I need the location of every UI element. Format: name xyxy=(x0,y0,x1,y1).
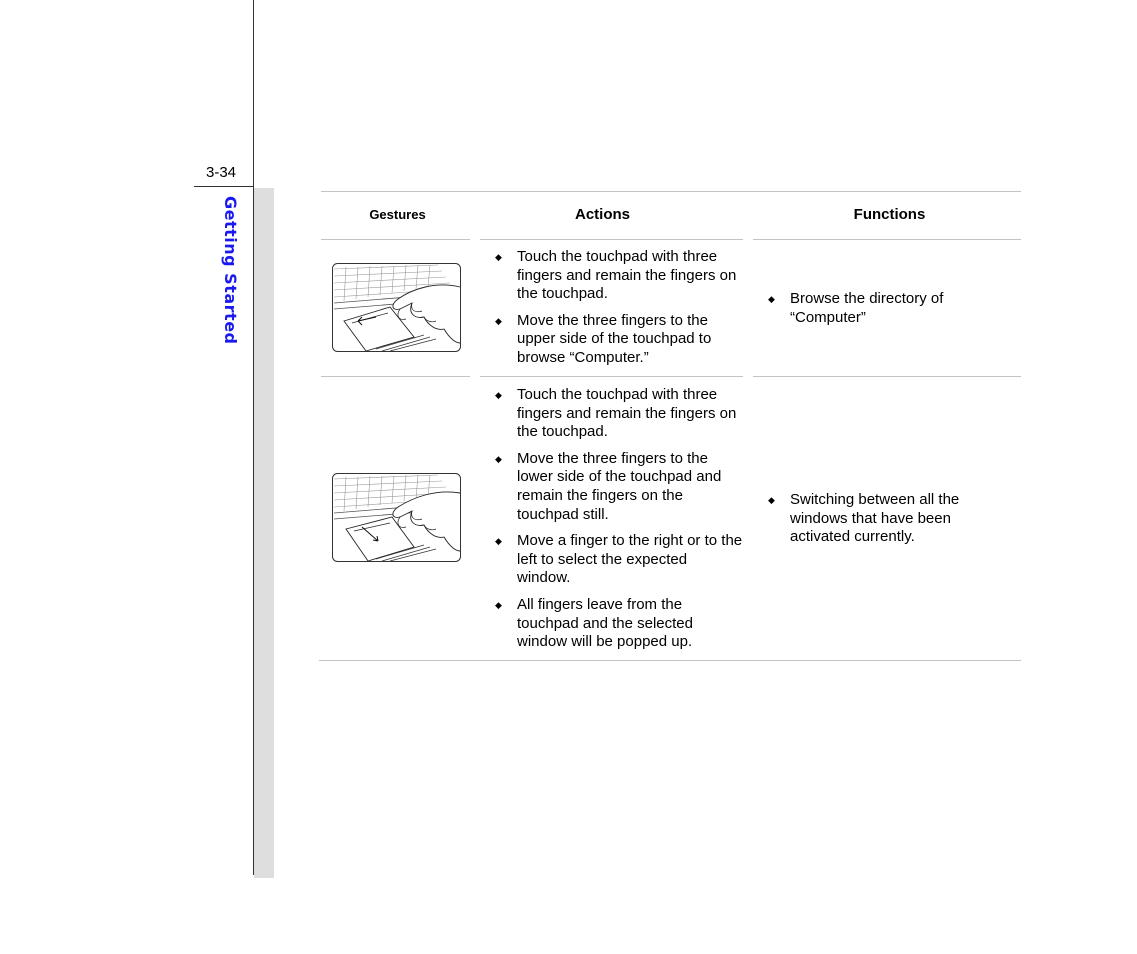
header-rule-functions xyxy=(753,239,1021,240)
bullet-diamond-icon: ◆ xyxy=(495,315,502,326)
list-item: ◆ Move a finger to the right or to the left to select the expected window. xyxy=(495,532,743,587)
list-item: ◆ Switching between all the windows that have been activated currently. xyxy=(768,491,960,546)
header-rule-actions xyxy=(480,239,743,240)
header-gestures: Gestures xyxy=(369,207,426,222)
row1-actions-list xyxy=(493,248,743,376)
bullet-diamond-icon: ◆ xyxy=(495,536,502,547)
list-item: ◆ Browse the directory of “Computer” xyxy=(768,290,944,326)
page-number-rule xyxy=(194,186,254,187)
list-item: ◆ Move the three fingers to the upper side of the touchpad to browse “Computer.” xyxy=(495,311,712,366)
header-rule-gestures xyxy=(321,239,470,240)
list-item: ◆ Touch the touchpad with three fingers and remain the fingers on the touchpad. xyxy=(495,248,737,303)
margin-band xyxy=(254,188,274,878)
row1-functions-list xyxy=(766,290,1016,335)
row-rule-actions xyxy=(480,376,743,377)
touchpad-three-finger-swipe-down-icon xyxy=(332,473,461,562)
bullet-diamond-icon: ◆ xyxy=(768,294,775,304)
bullet-diamond-icon: ◆ xyxy=(495,252,502,262)
row-rule-gestures xyxy=(321,376,470,377)
bullet-diamond-icon: ◆ xyxy=(495,453,502,464)
table-bottom-rule xyxy=(319,660,1021,661)
row2-actions-list xyxy=(493,386,743,660)
bullet-diamond-icon: ◆ xyxy=(495,390,502,400)
list-item: ◆ Move the three fingers to the lower side of the touchpad and remain the fingers on the touchpad still. xyxy=(495,449,722,523)
section-label: Getting Started xyxy=(221,196,240,345)
header-functions: Functions xyxy=(853,206,926,223)
list-item: ◆ Touch the touchpad with three fingers and remain the fingers on the touchpad. xyxy=(495,386,737,441)
row2-functions-list xyxy=(766,491,981,555)
touchpad-three-finger-swipe-up-icon xyxy=(332,263,461,352)
header-actions: Actions xyxy=(574,206,630,223)
bullet-diamond-icon: ◆ xyxy=(768,495,775,505)
table-top-rule xyxy=(321,191,1021,192)
row-rule-functions xyxy=(753,376,1021,377)
page-number: 3-34 xyxy=(206,164,237,181)
list-item: ◆ All fingers leave from the touchpad and the selected window will be popped up. xyxy=(495,595,693,651)
bullet-diamond-icon: ◆ xyxy=(495,599,502,610)
